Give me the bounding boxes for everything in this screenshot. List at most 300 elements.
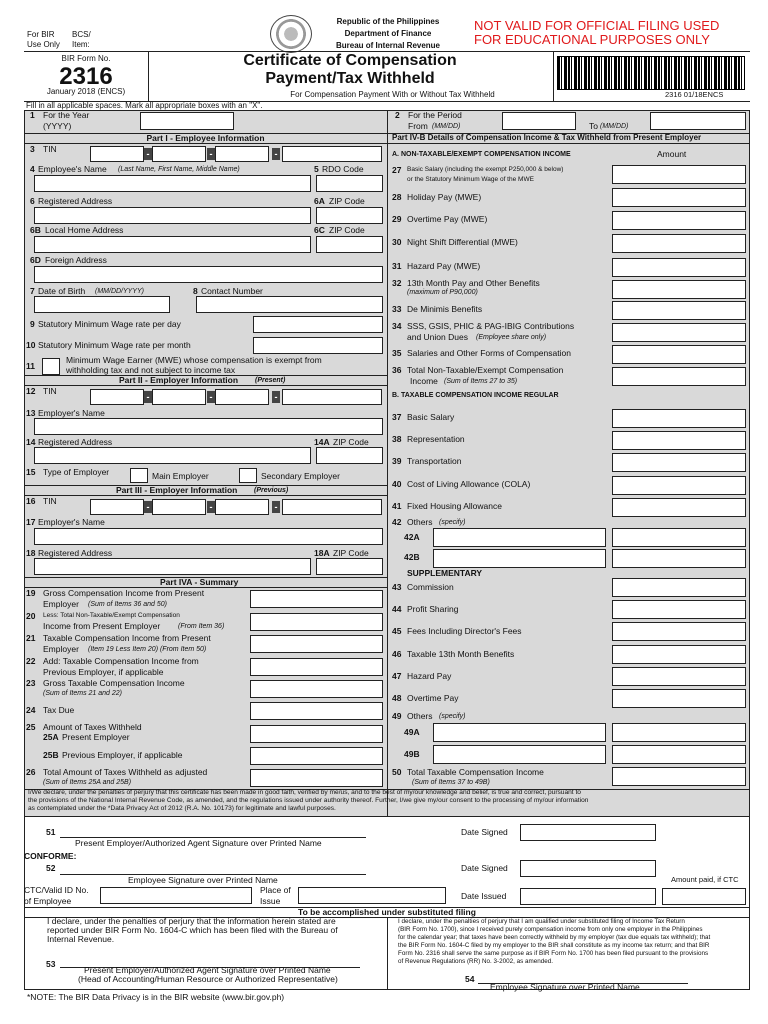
item-number: 6B	[30, 225, 41, 235]
right-declaration-line-2: (BIR Form No. 1700), since I received purely compensation income from only one employer in the Philippines	[398, 926, 703, 933]
de-minimis-label: De Minimis Benefits	[407, 304, 483, 314]
registered-address-label: Registered Address	[38, 196, 113, 206]
left-declaration-line-3: Internal Revenue.	[47, 934, 115, 944]
item-number: 19	[26, 588, 36, 598]
foreign-address-input[interactable]	[34, 266, 383, 283]
item-number: 35	[392, 348, 402, 358]
dash-icon: -	[144, 501, 152, 513]
item-number: 40	[392, 479, 402, 489]
item-number: 18	[26, 548, 36, 558]
others-hint: (specify)	[439, 519, 466, 526]
item-number: 10	[26, 340, 36, 350]
item-38-amount-input[interactable]	[612, 431, 746, 450]
item-37-amount-input[interactable]	[612, 409, 746, 428]
item-27-amount-input[interactable]	[612, 165, 746, 184]
item-number: 52	[46, 863, 56, 873]
taxable-previous-label-2: Previous Employer, if applicable	[43, 667, 164, 677]
employee-name-label: Employee's Name	[38, 164, 107, 174]
tax-due-label: Tax Due	[43, 705, 75, 715]
dash-icon: -	[207, 391, 215, 403]
item-number: 33	[392, 304, 402, 314]
item-number: 28	[392, 192, 402, 202]
tin-segment-2[interactable]	[152, 389, 206, 405]
zip-code-label: ZIP Code	[329, 196, 365, 206]
declaration-rule-bottom	[24, 816, 750, 817]
zip-code-input[interactable]	[316, 447, 383, 464]
use-only-label: Use Only	[27, 40, 60, 49]
total-non-taxable-label-2: Income	[410, 376, 438, 386]
item-number: 14	[26, 437, 36, 447]
watermark-line-2: FOR EDUCATIONAL PURPOSES ONLY	[474, 32, 710, 47]
item-number: 17	[26, 517, 36, 527]
local-address-input[interactable]	[34, 236, 311, 253]
contributions-label-1: SSS, GSIS, PHIC & PAG-IBIG Contributions	[407, 321, 575, 331]
year-hint: (YYYY)	[43, 121, 72, 131]
department-text: Department of Finance	[344, 29, 432, 38]
instruction-text: Fill in all applicable spaces. Mark all appropriate boxes with an "X".	[26, 101, 263, 110]
transportation-label: Transportation	[407, 456, 462, 466]
amount-paid-label: Amount paid, if CTC	[671, 875, 739, 884]
tin-label: TIN	[43, 386, 57, 396]
date-signed-input[interactable]	[520, 860, 656, 877]
total-taxable-hint: (Sum of Items 37 to 49B)	[412, 779, 490, 786]
ctc-id-input[interactable]	[100, 887, 252, 904]
item-39-amount-input[interactable]	[612, 453, 746, 472]
item-42b-amount-input[interactable]	[612, 549, 746, 568]
form-number: 2316	[59, 63, 113, 90]
dash-icon: -	[272, 501, 280, 513]
place-of-issue-label-1: Place of	[260, 885, 291, 895]
item-number: 14A	[314, 437, 330, 447]
item-49a-amount-input[interactable]	[612, 723, 746, 742]
item-28-amount-input[interactable]	[612, 188, 746, 207]
form-title-line-1: Certificate of Compensation	[243, 52, 457, 69]
item-number: 23	[26, 678, 36, 688]
item-number: 38	[392, 434, 402, 444]
item-34-amount-input[interactable]	[612, 323, 746, 342]
item-number: 4	[30, 164, 35, 174]
employer-name-label: Employer's Name	[38, 517, 105, 527]
registered-address-input[interactable]	[34, 207, 311, 224]
item-number: 11	[26, 361, 35, 371]
non-taxable-label-1: Less: Total Non-Taxable/Exempt Compensation	[43, 612, 180, 619]
place-of-issue-input[interactable]	[298, 887, 446, 904]
item-label: Item:	[72, 40, 90, 49]
others-label: Others	[407, 711, 433, 721]
others-label: Others	[407, 517, 433, 527]
date-signed-label: Date Signed	[461, 827, 508, 837]
barcode-icon	[557, 56, 745, 90]
right-declaration-line-6: of Revenue Regulations (RR) No. 3-2002, as amended.	[398, 958, 554, 965]
part4b-rule-bottom	[388, 143, 750, 144]
employer-address-input[interactable]	[34, 447, 311, 464]
present-employer-label: Present Employer	[62, 732, 130, 742]
gross-comp-label-2: Employer	[43, 599, 79, 609]
item-number: 53	[46, 959, 56, 969]
mwe-checkbox[interactable]	[42, 358, 60, 375]
tin-segment-1[interactable]	[90, 389, 144, 405]
item-50-amount-input[interactable]	[612, 767, 746, 786]
for-bir-label: For BIR	[27, 30, 55, 39]
item-number: 29	[392, 214, 402, 224]
item-number: 8	[193, 286, 198, 296]
item-number: 34	[392, 321, 402, 331]
item-number: 31	[392, 261, 402, 271]
item-45-amount-input[interactable]	[612, 622, 746, 641]
wage-per-day-input[interactable]	[253, 316, 383, 333]
item-number: 16	[26, 496, 36, 506]
declaration-line-3: as contemplated under the *Data Privacy Act of 2012 (R.A. No. 10173) for legitimate and lawful purposes.	[28, 805, 336, 812]
non-taxable-input[interactable]	[250, 613, 383, 631]
registered-address-label: Registered Address	[38, 548, 113, 558]
item-number: 47	[392, 671, 402, 681]
total-non-taxable-label-1: Total Non-Taxable/Exempt Compensation	[407, 365, 564, 375]
tin-segment-3[interactable]	[215, 499, 269, 515]
ctc-label-1: CTC/Valid ID No.	[24, 885, 89, 895]
tin-segment-4[interactable]	[282, 146, 382, 162]
profit-sharing-label: Profit Sharing	[407, 604, 459, 614]
date-signed-label: Date Signed	[461, 863, 508, 873]
item-number: 15	[26, 467, 36, 477]
non-taxable-hint: (From Item 36)	[178, 623, 225, 630]
gross-comp-input[interactable]	[250, 590, 383, 608]
thirteenth-month-hint: (maximum of P90,000)	[407, 289, 478, 296]
form-date: January 2018 (ENCS)	[46, 87, 126, 96]
taxable-present-hint: (Item 19 Less Item 20) (From Item 50)	[88, 646, 207, 653]
item-40-amount-input[interactable]	[612, 476, 746, 495]
wage-per-month-label: Statutory Minimum Wage rate per month	[38, 340, 191, 350]
item-number: 46	[392, 649, 402, 659]
item-number: 42A	[404, 532, 420, 542]
non-taxable-label-2: Income from Present Employer	[43, 621, 161, 631]
item-number: 7	[30, 286, 35, 296]
secondary-employer-label: Secondary Employer	[261, 471, 340, 481]
period-from-label: From	[408, 121, 428, 131]
period-label: For the Period	[408, 110, 462, 120]
wage-per-day-label: Statutory Minimum Wage rate per day	[38, 319, 181, 329]
item-number: 48	[392, 693, 402, 703]
item-number: 37	[392, 412, 402, 422]
employee-name-hint: (Last Name, First Name, Middle Name)	[118, 166, 240, 173]
item-42a-specify-input[interactable]	[433, 528, 606, 547]
gross-taxable-label: Gross Taxable Compensation Income	[43, 678, 185, 688]
part4a-header: Part IVA - Summary	[160, 577, 239, 587]
item-48-amount-input[interactable]	[612, 689, 746, 708]
republic-text: Republic of the Philippines	[336, 17, 440, 26]
item-number: 2	[395, 110, 400, 120]
year-label: For the Year	[43, 110, 90, 120]
item-number: 26	[26, 767, 36, 777]
employer-signature-label: Present Employer/Authorized Agent Signature over Printed Name	[84, 965, 331, 975]
tax-due-input[interactable]	[250, 702, 383, 720]
part2-header: Part II - Employer Information	[119, 375, 239, 385]
left-declaration-line-1: I declare, under the penalties of perjury that the information herein stated are	[47, 916, 336, 926]
substituted-divider	[387, 917, 388, 990]
tin-segment-4[interactable]	[282, 499, 382, 515]
total-withheld-hint: (Sum of Items 25A and 25B)	[43, 779, 132, 786]
item-47-amount-input[interactable]	[612, 667, 746, 686]
item-49b-amount-input[interactable]	[612, 745, 746, 764]
form-subtitle: For Compensation Payment With or Without Tax Withheld	[290, 90, 495, 99]
item-number: 21	[26, 633, 36, 643]
tin-segment-1[interactable]	[90, 499, 144, 515]
tin-label: TIN	[43, 144, 57, 154]
part1-rule-bottom	[24, 143, 387, 144]
salaries-other-label: Salaries and Other Forms of Compensation	[407, 348, 571, 358]
item-number: 42B	[404, 552, 420, 562]
total-non-taxable-hint: (Sum of Items 27 to 35)	[444, 378, 518, 385]
employer-signature-sub-label: (Head of Accounting/Human Resource or Authorized Representative)	[78, 974, 338, 984]
dash-icon: -	[207, 501, 215, 513]
item-number: 20	[26, 611, 36, 621]
item-35-amount-input[interactable]	[612, 345, 746, 364]
item-31-amount-input[interactable]	[612, 258, 746, 277]
basic-salary-mwe-label-2: or the Statutory Minimum Wage of the MWE	[407, 176, 534, 183]
thirteenth-month-label: 13th Month Pay and Other Benefits	[407, 278, 540, 288]
taxable-present-input[interactable]	[250, 635, 383, 653]
employer-name-label: Employer's Name	[38, 408, 105, 418]
item-number: 18A	[314, 548, 330, 558]
employer-signature-label: Present Employer/Authorized Agent Signature over Printed Name	[75, 838, 322, 848]
item-number: 27	[392, 165, 402, 175]
item-49a-specify-input[interactable]	[433, 723, 606, 742]
birth-date-hint: (MM/DD/YYYY)	[95, 288, 144, 295]
bcs-label: BCS/	[72, 30, 91, 39]
employer-name-input[interactable]	[34, 418, 383, 435]
part3-header: Part III - Employer Information	[116, 485, 238, 495]
declaration-line-1: I/We declare, under the penalties of perjury that this certificate has been made in good faith, verified by me/us, and to the best of my/our knowledge and belief, is true and correct, pursuant to	[28, 789, 581, 796]
item-number: 43	[392, 582, 402, 592]
conforme-label: CONFORME:	[24, 851, 77, 861]
part2-rule-bottom	[24, 385, 387, 386]
watermark-line-1: NOT VALID FOR OFFICIAL FILING USED	[474, 18, 720, 33]
period-to-hint: (MM/DD)	[600, 123, 629, 130]
registered-address-label: Registered Address	[38, 437, 113, 447]
item-36-amount-input[interactable]	[612, 367, 746, 386]
main-employer-checkbox[interactable]	[130, 468, 148, 483]
item-32-amount-input[interactable]	[612, 280, 746, 299]
housing-allowance-label: Fixed Housing Allowance	[407, 501, 502, 511]
part2-hint: (Present)	[255, 377, 286, 384]
contact-number-input[interactable]	[196, 296, 383, 313]
zip-code-label: ZIP Code	[333, 548, 369, 558]
year-input[interactable]	[140, 112, 234, 130]
taxable-present-label-2: Employer	[43, 644, 79, 654]
form-label: BIR Form No.	[61, 54, 111, 63]
item-46-amount-input[interactable]	[612, 645, 746, 664]
basic-salary-mwe-label-1: Basic Salary (including the exempt P250,000 & below)	[407, 166, 564, 173]
item-number: 44	[392, 604, 402, 614]
item-43-amount-input[interactable]	[612, 578, 746, 597]
section-a-header: A. NON-TAXABLE/EXEMPT COMPENSATION INCOME	[392, 151, 571, 158]
item-number: 42	[392, 517, 402, 527]
dash-icon: -	[144, 148, 152, 160]
zip-code-input[interactable]	[316, 207, 383, 224]
item-number: 50	[392, 767, 402, 777]
item-number: 49B	[404, 749, 420, 759]
item-number: 54	[465, 974, 475, 984]
item-42a-amount-input[interactable]	[612, 528, 746, 547]
header-divider-left	[148, 51, 149, 101]
item-number: 24	[26, 705, 36, 715]
right-declaration-line-1: I declare, under the penalties of perjury that I am qualified under substituted filing of Income Tax Return	[398, 918, 685, 925]
contributions-label-2: and Union Dues	[407, 332, 468, 342]
item-29-amount-input[interactable]	[612, 211, 746, 230]
date-issued-input[interactable]	[520, 888, 656, 905]
total-withheld-input[interactable]	[250, 769, 383, 787]
dash-icon: -	[144, 391, 152, 403]
item-number: 1	[30, 110, 35, 120]
item-number: 5	[314, 164, 319, 174]
item-number: 25	[26, 722, 36, 732]
hazard-pay-mwe-label: Hazard Pay (MWE)	[407, 261, 481, 271]
contact-number-label: Contact Number	[201, 286, 263, 296]
item-number: 51	[46, 827, 56, 837]
taxable-13th-month-label: Taxable 13th Month Benefits	[407, 649, 515, 659]
item-number: 25A	[43, 732, 59, 742]
employee-name-input[interactable]	[34, 175, 311, 192]
barcode-code: 2316 01/18ENCS	[665, 90, 724, 99]
hazard-pay-label: Hazard Pay	[407, 671, 452, 681]
part1-header: Part I - Employee Information	[146, 133, 265, 143]
overtime-pay-label: Overtime Pay	[407, 693, 459, 703]
birth-date-label: Date of Birth	[38, 286, 86, 296]
item-number: 12	[26, 386, 36, 396]
date-issued-label: Date Issued	[461, 891, 507, 901]
total-taxable-label: Total Taxable Compensation Income	[407, 767, 544, 777]
others-hint: (specify)	[439, 713, 466, 720]
taxable-previous-label-1: Add: Taxable Compensation Income from	[43, 656, 199, 666]
commission-label: Commission	[407, 582, 454, 592]
cola-label: Cost of Living Allowance (COLA)	[407, 479, 531, 489]
tin-segment-1[interactable]	[90, 146, 144, 162]
part4b-header: Part IV-B Details of Compensation Income & Tax Withheld from Present Employer	[392, 133, 702, 142]
birth-date-input[interactable]	[34, 296, 170, 313]
amount-header: Amount	[657, 149, 687, 159]
date-signed-input[interactable]	[520, 824, 656, 841]
item-number: 6C	[314, 225, 325, 235]
employee-signature-label: Employee Signature over Printed Name	[490, 982, 640, 992]
tin-segment-3[interactable]	[215, 389, 269, 405]
right-declaration-line-5: Form No. 2316 shall serve the same purpose as if BIR Form No. 1700 has been filed pursuant to the provisions	[398, 950, 709, 957]
withheld-previous-input[interactable]	[250, 747, 383, 765]
place-of-issue-label-2: Issue	[260, 896, 281, 906]
substituted-filing-header: To be accomplished under substituted filing	[298, 907, 476, 917]
tin-segment-4[interactable]	[282, 389, 382, 405]
night-shift-label: Night Shift Differential (MWE)	[407, 237, 518, 247]
dash-icon: -	[272, 391, 280, 403]
item-number: 9	[30, 319, 35, 329]
right-declaration-line-4: the BIR Form No. 1604-C filed by my employer to the BIR shall constitute as my income tax return; and that BIR	[398, 942, 710, 949]
taxes-withheld-label: Amount of Taxes Withheld	[43, 722, 142, 732]
main-employer-label: Main Employer	[152, 471, 209, 481]
item-number: 6	[30, 196, 35, 206]
item-33-amount-input[interactable]	[612, 301, 746, 320]
rdo-code-input[interactable]	[316, 175, 383, 192]
item-number: 41	[392, 501, 402, 511]
previous-employer-label: Previous Employer, if applicable	[62, 750, 183, 760]
period-to-input[interactable]	[650, 112, 746, 130]
local-address-label: Local Home Address	[45, 225, 124, 235]
item-42b-specify-input[interactable]	[433, 549, 606, 568]
item-number: 49	[392, 711, 402, 721]
item-number: 39	[392, 456, 402, 466]
part3-rule-bottom	[24, 495, 387, 496]
gross-comp-label-1: Gross Compensation Income from Present	[43, 588, 205, 598]
gross-comp-hint: (Sum of Items 36 and 50)	[88, 601, 167, 608]
item-number: 13	[26, 408, 36, 418]
tin-segment-2[interactable]	[152, 146, 206, 162]
mwe-label-1: Minimum Wage Earner (MWE) whose compensation is exempt from	[66, 355, 322, 365]
item-number: 22	[26, 656, 36, 666]
part3-hint: (Previous)	[254, 487, 289, 494]
gross-taxable-hint: (Sum of Items 21 and 22)	[43, 690, 122, 697]
bureau-text: Bureau of Internal Revenue	[335, 41, 441, 50]
holiday-pay-label: Holiday Pay (MWE)	[407, 192, 482, 202]
contributions-hint: (Employee share only)	[476, 334, 547, 341]
mwe-label-2: withholding tax and not subject to income tax	[66, 365, 236, 375]
item-number: 49A	[404, 727, 420, 737]
amount-paid-input[interactable]	[662, 888, 746, 905]
taxable-previous-input[interactable]	[250, 658, 383, 676]
item-number: 36	[392, 365, 402, 375]
dash-icon: -	[272, 148, 280, 160]
total-withheld-label: Total Amount of Taxes Withheld as adjusted	[43, 767, 208, 777]
item-49b-specify-input[interactable]	[433, 745, 606, 764]
item-41-amount-input[interactable]	[612, 498, 746, 517]
dash-icon: -	[207, 148, 215, 160]
section-b-header: B. TAXABLE COMPENSATION INCOME REGULAR	[392, 392, 559, 399]
employee-signature-label: Employee Signature over Printed Name	[128, 875, 278, 885]
item-number: 6D	[30, 255, 41, 265]
period-from-hint: (MM/DD)	[432, 123, 461, 130]
employer-type-label: Type of Employer	[43, 467, 110, 477]
overtime-pay-mwe-label: Overtime Pay (MWE)	[407, 214, 488, 224]
secondary-employer-checkbox[interactable]	[239, 468, 257, 483]
gross-taxable-input[interactable]	[250, 680, 383, 698]
item-number: 3	[30, 144, 35, 154]
period-from-input[interactable]	[502, 112, 576, 130]
item-number: 45	[392, 626, 402, 636]
zip-code-input[interactable]	[316, 558, 383, 575]
basic-salary-label: Basic Salary	[407, 412, 455, 422]
taxable-present-label-1: Taxable Compensation Income from Present	[43, 633, 211, 643]
item-number: 30	[392, 237, 402, 247]
prev-employer-address-input[interactable]	[34, 558, 311, 575]
right-declaration-line-3: for the calendar year; that taxes have been correctly withheld by my employer (tax due equals tax withheld); that	[398, 934, 711, 941]
item-number: 25B	[43, 750, 59, 760]
directors-fees-label: Fees Including Director's Fees	[407, 626, 522, 636]
declaration-line-2: the provisions of the National Internal Revenue Code, as amended, and the regulations issued under authority thereof. Further, I/we give my/our consent to the processing of my/our information	[28, 797, 589, 804]
left-declaration-line-2: reported under BIR Form No. 1604-C which has been filed with the Bureau of	[47, 925, 338, 935]
item-number: 32	[392, 278, 402, 288]
prev-employer-name-input[interactable]	[34, 528, 383, 545]
privacy-note: *NOTE: The BIR Data Privacy is in the BIR website (www.bir.gov.ph)	[27, 992, 285, 1002]
item-44-amount-input[interactable]	[612, 600, 746, 619]
item-number: 6A	[314, 196, 325, 206]
zip-code-input[interactable]	[316, 236, 383, 253]
ctc-label-2: of Employee	[24, 896, 72, 906]
zip-code-label: ZIP Code	[329, 225, 365, 235]
item-30-amount-input[interactable]	[612, 234, 746, 253]
tin-segment-2[interactable]	[152, 499, 206, 515]
zip-code-label: ZIP Code	[333, 437, 369, 447]
foreign-address-label: Foreign Address	[45, 255, 107, 265]
tin-label: TIN	[43, 496, 57, 506]
withheld-present-input[interactable]	[250, 725, 383, 743]
tin-segment-3[interactable]	[215, 146, 269, 162]
wage-per-month-input[interactable]	[253, 337, 383, 354]
